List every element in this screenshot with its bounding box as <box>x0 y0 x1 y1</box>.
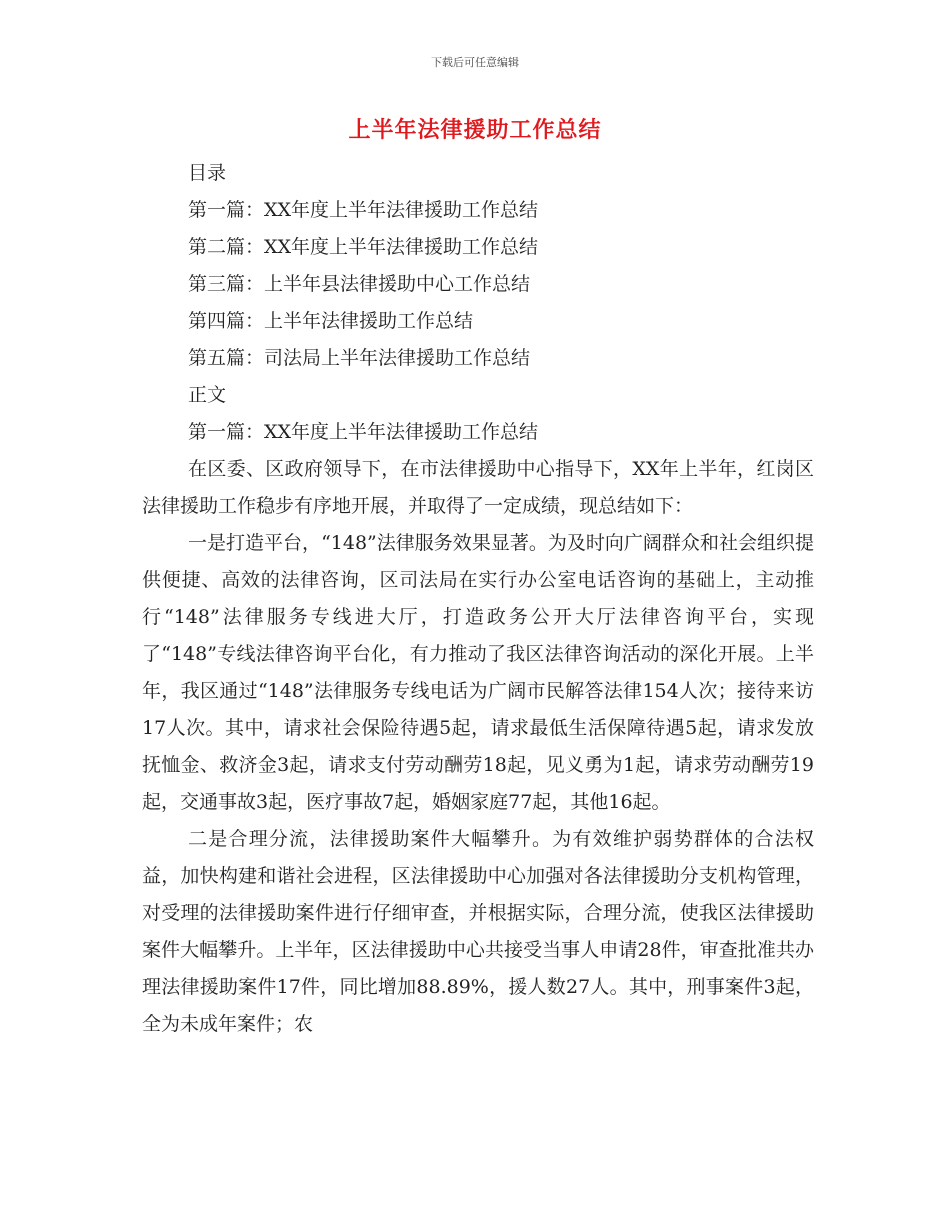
toc-item: 第五篇：司法局上半年法律援助工作总结 <box>188 347 531 369</box>
toc-item: 第四篇：上半年法律援助工作总结 <box>188 310 474 332</box>
body-heading: 正文 <box>188 384 227 406</box>
paragraph-148-platform: 一是打造平台，“148”法律服务效果显著。为及时向广阔群众和社会组织提供便捷、高效的法律咨询，区司法局在实行办公室电话咨询的基础上，主动推行“148”法律服务专线进大厅，打造政务公开大厅法律咨询平台，实现了“148”专线法律咨询平台化，有力推动了我区法律咨询活动的深化开展。上半年，我区通过“148”法律服务专线电话为广阔市民解答法律154人次；接待来访17人次。其中，请求社会保险待遇5起，请求最低生活保障待遇5起，请求发放抚恤金、救济金3起，请求支付劳动酬劳18起，见义勇为1起，请求劳动酬劳19起，交通事故3起，医疗事故7起，婚姻家庭77起，其他16起。 <box>142 532 814 813</box>
document-title: 上半年法律援助工作总结 <box>348 118 602 143</box>
header-note: 下载后可任意编辑 <box>431 56 519 69</box>
toc-item: 第三篇：上半年县法律援助中心工作总结 <box>188 273 531 295</box>
paragraph-case-diversion: 二是合理分流，法律援助案件大幅攀升。为有效维护弱势群体的合法权益，加快构建和谐社会进程，区法律援助中心加强对各法律援助分支机构管理，对受理的法律援助案件进行仔细审查，并根据实际，合理分流，使我区法律援助案件大幅攀升。上半年，区法律援助中心共接受当事人申请28件，审查批准共办理法律援助案件17件，同比增加88.89%，援人数27人。其中，刑事案件3起，全为未成年案件；农 <box>142 828 814 1035</box>
section-title: 第一篇：XX年度上半年法律援助工作总结 <box>188 421 539 443</box>
toc-heading: 目录 <box>188 162 227 184</box>
toc-item: 第二篇：XX年度上半年法律援助工作总结 <box>188 236 539 258</box>
paragraph-intro: 在区委、区政府领导下，在市法律援助中心指导下，XX年上半年，红岗区法律援助工作稳步有序地开展，并取得了一定成绩，现总结如下： <box>142 458 814 517</box>
toc-item: 第一篇：XX年度上半年法律援助工作总结 <box>188 199 539 221</box>
document-body <box>142 155 814 1043</box>
